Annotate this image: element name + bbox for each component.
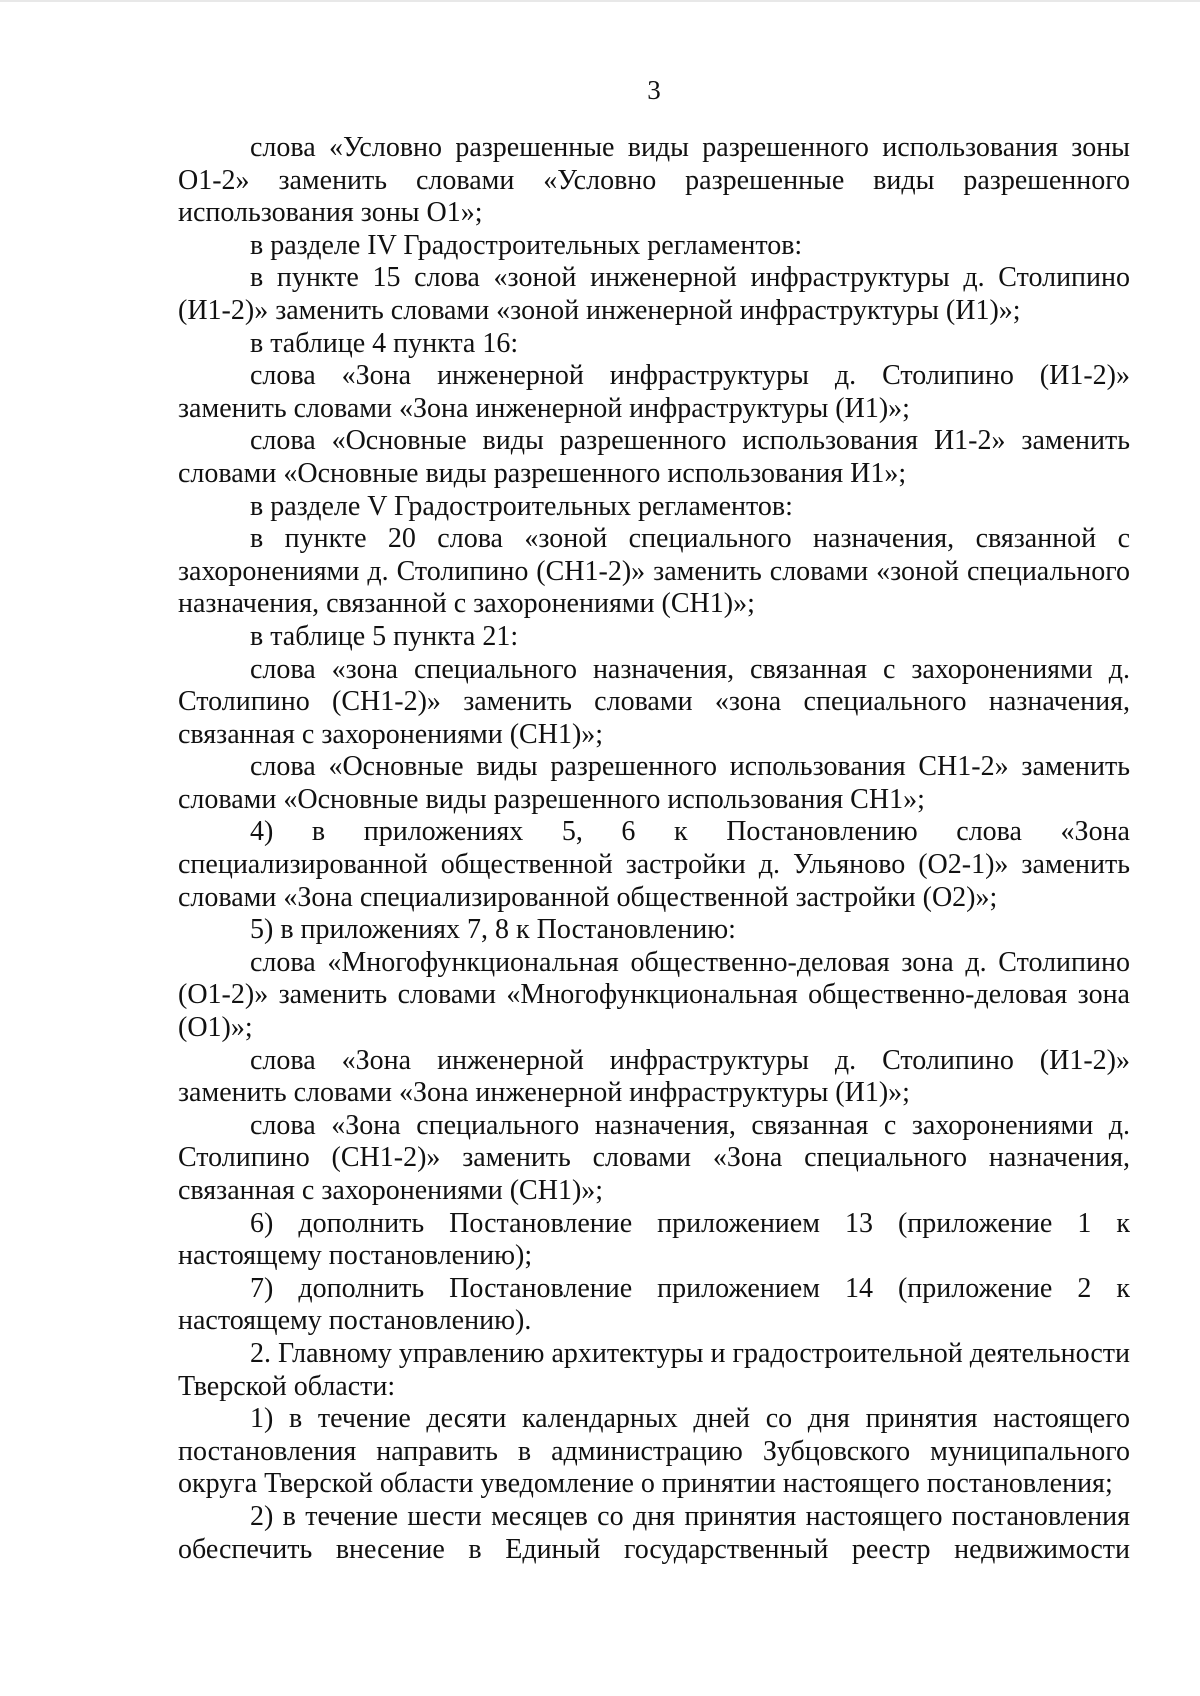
paragraph: слова «Условно разрешенные виды разрешенного использования зоны О1-2» заменить словами «Условно разрешенные виды разрешенного использования зоны О1»;: [178, 132, 1130, 229]
paragraph: 5) в приложениях 7, 8 к Постановлению:: [250, 914, 736, 946]
paragraph: в разделе IV Градостроительных регламентов:: [250, 229, 803, 261]
paragraph: слова «зона специального назначения, связанная с захоронениями д. Столипино (СН1-2)» заменить словами «зона специального назначения, связанная с захоронениями (СН1)»;: [178, 653, 1130, 750]
document-body: [178, 132, 1130, 1566]
paragraph: 2) в течение шести месяцев со дня принятия настоящего постановления обеспечить внесение в Единый государственный реестр недвижимости: [178, 1500, 1130, 1565]
paragraph: слова «Зона специального назначения, связанная с захоронениями д. Столипино (СН1-2)» заменить словами «Зона специального назначения, связанная с захоронениями (СН1)»;: [178, 1109, 1130, 1206]
paragraph: слова «Зона инженерной инфраструктуры д. Столипино (И1-2)» заменить словами «Зона инженерной инфраструктуры (И1)»;: [178, 360, 1130, 424]
paragraph: в разделе V Градостроительных регламентов:: [250, 490, 793, 522]
paragraph: слова «Основные виды разрешенного использования СН1-2» заменить словами «Основные виды разрешенного использования СН1»;: [178, 751, 1130, 815]
paragraph: 2. Главному управлению архитектуры и градостроительной деятельности Тверской области:: [178, 1337, 1130, 1402]
paragraph: слова «Зона инженерной инфраструктуры д. Столипино (И1-2)» заменить словами «Зона инженерной инфраструктуры (И1)»;: [178, 1044, 1130, 1109]
paragraph: 6) дополнить Постановление приложением 13 (приложение 1 к настоящему постановлению);: [178, 1207, 1130, 1272]
paragraph: 4) в приложениях 5, 6 к Постановлению слова «Зона специализированной общественной застройки д. Ульяново (О2-1)» заменить словами «Зона специализированной общественной застройки (О2)»;: [178, 816, 1130, 913]
paragraph: в таблице 5 пункта 21:: [250, 620, 519, 652]
paragraph: в таблице 4 пункта 16:: [250, 327, 519, 359]
paragraph: слова «Основные виды разрешенного использования И1-2» заменить словами «Основные виды разрешенного использования И1»;: [178, 425, 1130, 489]
paragraph: в пункте 20 слова «зоной специального назначения, связанной с захоронениями д. Столипино (СН1-2)» заменить словами «зоной специального назначения, связанной с захоронениями (СН1)»;: [178, 523, 1130, 620]
paragraph: 7) дополнить Постановление приложением 14 (приложение 2 к настоящему постановлению).: [178, 1272, 1130, 1337]
paragraph: в пункте 15 слова «зоной инженерной инфраструктуры д. Столипино (И1-2)» заменить словами «зоной инженерной инфраструктуры (И1)»;: [178, 262, 1130, 326]
scan-edge: [0, 0, 1200, 2]
page-number: 3: [647, 75, 661, 105]
paragraph: 1) в течение десяти календарных дней со дня принятия настоящего постановления направить в администрацию Зубцовского муниципального округа Тверской области уведомление о принятии настоящего постановления;: [178, 1403, 1130, 1500]
paragraph: слова «Многофункциональная общественно-деловая зона д. Столипино (О1-2)» заменить словами «Многофункциональная общественно-деловая зона (О1)»;: [178, 946, 1130, 1044]
